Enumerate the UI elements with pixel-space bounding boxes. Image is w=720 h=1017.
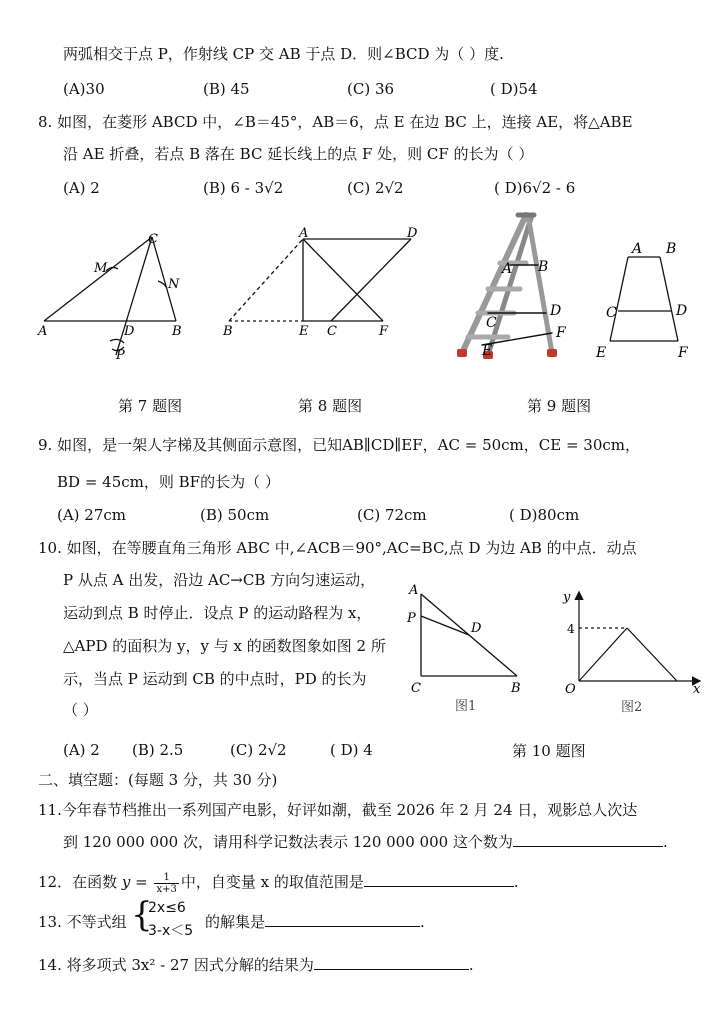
q10-text-line3: 运动到点 B 时停止．设点 P 的运动路程为 x， [63, 604, 372, 622]
q8-option-c: (C) 2√2 [347, 179, 404, 197]
q13-end: . [420, 913, 425, 931]
q11-answer-blank[interactable] [513, 832, 663, 847]
q12-answer-blank[interactable] [364, 872, 514, 887]
f9s-label-e: E [596, 345, 607, 361]
q12-numerator: 1 [154, 872, 178, 884]
f8-label-d: D [407, 226, 418, 241]
f9s-label-a: A [632, 241, 643, 257]
q14-end: . [468, 956, 474, 974]
q13-post-line [205, 912, 425, 932]
q10-text-line5: 示，当点 P 运动到 CB 的中点时，PD 的长为 [63, 670, 367, 688]
f9-label-a: A [502, 261, 513, 277]
q13-post: 的解集是 [205, 913, 266, 931]
f9-label-f: F [556, 325, 566, 341]
q14-pre: 14. 将多项式 3x² - 27 因式分解的结果为 [38, 956, 314, 974]
q10-option-c: (C) 2√2 [230, 741, 287, 759]
q12-pre: 12．在函数 [38, 873, 118, 891]
q12-line [38, 868, 519, 896]
f9-label-e: E [482, 343, 493, 359]
q8-option-b: (B) 6 - 3√2 [203, 179, 284, 197]
q10-option-d: ( D) 4 [330, 741, 373, 759]
f7-label-a: A [38, 324, 48, 339]
f8-label-a: A [299, 226, 309, 241]
q13-brace: { [131, 895, 153, 935]
q8-text-line2: 沿 AE 折叠，若点 B 落在 BC 延长线上的点 F 处，则 CF 的长为（ ） [63, 145, 534, 163]
f9s-label-f: F [678, 345, 688, 361]
f8-label-f: F [379, 324, 389, 339]
f7-label-n: N [168, 277, 180, 292]
f10-fig2-caption: 图2 [621, 700, 643, 715]
q10-option-b: (B) 2.5 [132, 741, 184, 759]
f10-fig1-caption: 图1 [455, 699, 477, 714]
f10-label-b: B [511, 681, 521, 696]
q10-text-line6: （ ） [63, 701, 98, 719]
f8-label-b: B [223, 324, 233, 339]
q13-ineq1: 2x≤6 [148, 900, 186, 916]
q8-option-d: ( D)6√2 - 6 [494, 179, 576, 197]
q9-text-line1: 9. 如图，是一架人字梯及其侧面示意图，已知AB∥CD∥EF，AC = 50cm，CE = 30cm， [38, 436, 641, 454]
q10-option-a: (A) 2 [63, 741, 100, 759]
figure-q8 [215, 225, 425, 345]
f9-label-c: C [486, 315, 497, 331]
f7-label-b: B [172, 324, 182, 339]
f9-label-b: B [538, 259, 549, 275]
caption-q8: 第 8 题图 [298, 397, 363, 415]
q13-pre: 13. 不等式组 [38, 913, 127, 931]
q8-option-a: (A) 2 [63, 179, 100, 197]
figure-q9-ladder [448, 205, 578, 365]
figure-q7 [30, 225, 200, 365]
q12-fraction [154, 872, 178, 895]
f9-label-d: D [550, 303, 562, 319]
f10-origin: O [565, 682, 576, 697]
q9-option-c: (C) 72cm [357, 506, 427, 524]
q12-y: y = [121, 873, 148, 891]
f9s-label-b: B [666, 241, 677, 257]
q9-text-line2: BD = 45cm，则 BF的长为（ ） [57, 473, 280, 491]
q8-text-line1: 8. 如图，在菱形 ABCD 中，∠B＝45°，AB＝6，点 E 在边 BC 上，连接 AE，将△ABE [38, 113, 633, 131]
q11-text: 到 120 000 000 次，请用科学记数法表示 120 000 000 这个数为 [63, 833, 513, 851]
caption-q9: 第 9 题图 [527, 397, 592, 415]
f7-label-m: M [94, 261, 108, 276]
f7-label-d: D [124, 324, 135, 339]
f10-label-a: A [409, 583, 419, 598]
f8-label-c: C [327, 324, 337, 339]
q10-text-line2: P 从点 A 出发，沿边 AC→CB 方向匀速运动， [63, 571, 376, 589]
figure-q10-fig2 [555, 585, 715, 720]
q11-end: . [662, 833, 668, 851]
q12-post: 中，自变量 x 的取值范围是 [180, 873, 364, 891]
q13-ineq2: 3-x＜5 [148, 923, 194, 939]
figure-q10-fig1 [405, 580, 535, 720]
f9s-label-c: C [606, 305, 617, 321]
caption-q10: 第 10 题图 [512, 742, 586, 760]
q9-option-d: ( D)80cm [509, 506, 580, 524]
f10-tick-4: 4 [567, 622, 575, 636]
q10-text-line4: △APD 的面积为 y，y 与 x 的函数图象如图 2 所 [63, 637, 386, 655]
caption-q7: 第 7 题图 [118, 397, 183, 415]
q7-option-a: (A)30 [63, 80, 105, 98]
f10-axis-y: y [563, 590, 571, 605]
f10-label-p: P [407, 611, 416, 626]
q12-end: . [513, 873, 519, 891]
q7-option-c: (C) 36 [347, 80, 395, 98]
f10-label-d: D [471, 621, 482, 636]
section2-heading: 二、填空题：(每题 3 分，共 30 分) [38, 771, 278, 789]
q9-option-b: (B) 50cm [200, 506, 270, 524]
f10-label-c: C [411, 681, 421, 696]
q10-text-line1: 10. 如图，在等腰直角三角形 ABC 中,∠ACB＝90°,AC=BC,点 D 为边 AB 的中点．动点 [38, 539, 637, 557]
f8-label-e: E [299, 324, 309, 339]
f9s-label-d: D [676, 303, 688, 319]
q7-text: 两弧相交于点 P，作射线 CP 交 AB 于点 D．则∠BCD 为（ ）度. [63, 45, 504, 63]
q9-option-a: (A) 27cm [57, 506, 127, 524]
figure-q9-side [590, 235, 700, 365]
q7-option-b: (B) 45 [203, 80, 250, 98]
f7-label-c: C [148, 232, 158, 247]
q11-text-line1: 11.今年春节档推出一系列国产电影，好评如潮，截至 2026 年 2 月 24 日，观影总人次达 [38, 801, 638, 819]
q14-answer-blank[interactable] [314, 955, 469, 970]
f7-label-p: P [116, 348, 125, 363]
q14-line [38, 955, 474, 975]
q13-answer-blank[interactable] [265, 912, 420, 927]
f10-axis-x: x [693, 682, 701, 697]
q7-option-d: ( D)54 [490, 80, 538, 98]
q12-denominator: x+3 [156, 883, 177, 895]
q11-text-line2 [63, 832, 668, 852]
